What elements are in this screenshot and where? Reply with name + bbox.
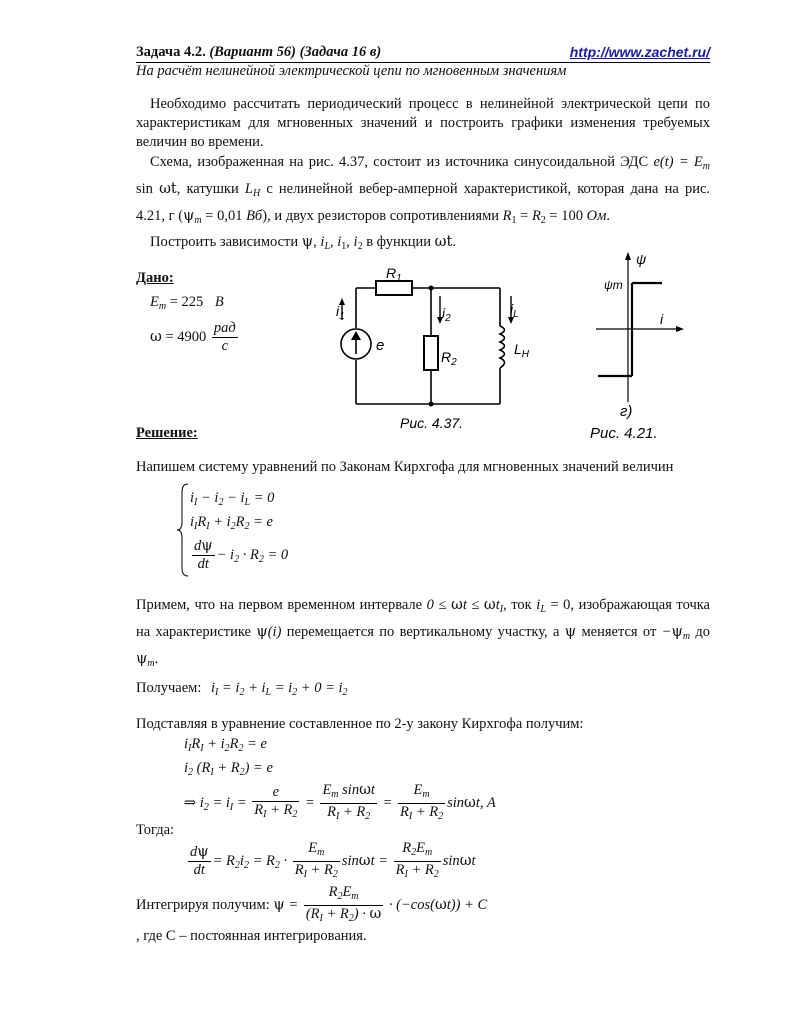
intro-text-3b: в функции [366, 234, 432, 250]
subst-intro: Подставляя в уравнение составленное по 2-у закону Кирхгофа получим: [136, 716, 584, 732]
i2-label: $i_2$ [442, 305, 451, 324]
assume-d: перемещается по вертикальному участку, а [286, 624, 560, 640]
il-label: $i_L$ [510, 301, 519, 320]
fig421-caption: Рис. 4.21. [590, 425, 658, 442]
omega-unit-den: с [221, 338, 229, 354]
resistor-r1 [376, 281, 412, 295]
fig421-sub: г) [620, 403, 633, 420]
i-axis-label: i [660, 311, 664, 327]
subtask: (Задача 16 в) [299, 44, 382, 60]
inductor-icon [500, 326, 505, 368]
intro-text-2d: ), и двух резисторов сопротивлениями [262, 208, 500, 224]
em-symbol: E [150, 294, 159, 310]
assumption-paragraph: Примем, что на первом временном интервале $0 \le \omega t \le \omega t_I$, ток $i_L = 0$, изображающая точка на характеристике ψ(i) перемещается по вертикальному участку, а ψ меняется от $-\psi_m$ до $\psi_m$. [136, 597, 711, 669]
variant: (Вариант 56) [209, 44, 296, 60]
e-label: e [376, 337, 385, 354]
r2-label: $R_2$ [441, 349, 457, 368]
eq-kcl: $i_I - i_2 - i_L = 0$ [190, 490, 275, 508]
intro-text-2b: , катушки [176, 181, 239, 197]
task-title [136, 44, 381, 61]
const-note: , где С – постоянная интегрирования. [136, 928, 367, 944]
circuit-diagram [330, 258, 550, 436]
intro-text-1: Необходимо рассчитать периодический процесс в нелинейной электрической цепи по характеристикам для мгновенных значений и построить графики изменения требуемых величин во времени. [136, 96, 710, 150]
given-label: Дано: [136, 270, 174, 286]
intro-text-2a: Схема, изображенная на рис. 4.37, состоит из источника синусоидальной ЭДС [150, 154, 649, 170]
integr-label: Интегрируя получим: [136, 897, 270, 913]
eq-subst-2: $i_2$ $(R_I + R_2) = e$ [184, 760, 273, 778]
weber-ampere-chart [582, 250, 692, 445]
intro-text-2c: с нелинейной вебер-амперной характеристикой, которая дана на рис. 4.21, г ( [136, 181, 711, 224]
resistor-r2 [424, 336, 438, 370]
r1-label: $R_1$ [386, 265, 402, 284]
omega-value: = 4900 [165, 328, 207, 345]
system-brace [176, 482, 190, 578]
assume-e: меняется от [581, 624, 657, 640]
page-header [136, 44, 710, 63]
em-value: = 225 [169, 294, 204, 310]
psim-label: ψm [604, 278, 623, 292]
task-number: Задача 4.2. [136, 44, 206, 60]
eq-current: ⇒ $i_2 = i_I$ = $\frac{e}{R_I + R_2}$ = $\frac{E_m \sin\omega t}{R_I + R_2}$ = $\frac{E_m}{R_I + R_2}$ sinωt, A [184, 782, 496, 822]
intro-text-3a: Построить зависимости [150, 234, 299, 250]
intro-paragraph-1 [136, 95, 710, 152]
assume-c: , изображающая точка на характеристике [136, 597, 710, 640]
r-value: = 100 [549, 208, 583, 224]
eq-subst-1: $i_IR_I + i_2R_2 = e$ [184, 736, 267, 754]
psi-unit: Вб [246, 208, 263, 224]
assume-a: Примем, что на первом временном интервале [136, 597, 423, 613]
eq-kvl-1: $i_IR_I + i_2R_2 = e$ [190, 514, 273, 532]
subtitle: На расчёт нелинейной электрической цепи по мгновенным значениям [136, 63, 567, 79]
psi-axis-label: ψ [636, 251, 647, 267]
get-label: Получаем: [136, 680, 202, 696]
intro-paragraph-2: Схема, изображенная на рис. 4.37, состоит из источника синусоидальной ЭДС $e(t) = E_m$ sin ωt, катушки $L_H$ с нелинейной вебер-амперной характеристикой, которая дана на рис. 4.21, г ($\psi_m = 0,01$ Вб), и двух резисторов сопротивлениями $R_1 = R_2 = 100$ Ом. [136, 154, 711, 226]
fig437-caption: Рис. 4.37. [400, 415, 464, 431]
solution-label: Решение: [136, 425, 198, 441]
omega-unit-num: рад [213, 320, 236, 336]
integral-line: Интегрируя получим: ψ = $\frac{R_2E_m}{(R_I + R_2) \cdot \omega}$ · (−cos(ωt)) + C [136, 884, 488, 924]
then-label: Тогда: [136, 822, 175, 838]
assume-f: до [695, 624, 711, 640]
i1-label: $i_1$ [336, 303, 345, 322]
kirchhoff-intro: Напишем систему уравнений по Законам Кирхгофа для мгновенных значений величин [136, 459, 674, 475]
intro-paragraph-3: Построить зависимости ψ, $i_L$, $i_1$, $i_2$ в функции ωt. [150, 234, 456, 252]
unit-a: A [486, 794, 496, 811]
given-omega: ω = 4900 $\frac{\text{рад}}{с}$ [150, 320, 236, 354]
result-line: Получаем: $i_I = i_2 + i_L = i_2 + 0 = i_2$ [136, 680, 348, 698]
site-link[interactable]: http://www.zachet.ru/ [569, 44, 710, 60]
given-em: $E_m = 225$ В [150, 294, 224, 312]
em-unit: В [214, 294, 224, 310]
r-unit: Ом [586, 208, 607, 224]
eq-kvl-2: $\frac{d\psi}{dt}$ − $i_2 \cdot R_2 = 0$ [194, 538, 289, 572]
assume-b: , ток [503, 597, 532, 613]
omega-unit [212, 320, 238, 355]
lh-label: $L_H$ [514, 341, 530, 360]
emf-formula: e [653, 154, 660, 170]
current-arrows [339, 296, 514, 324]
eq-dpsi: $\frac{d\psi}{dt}$ = $R_2i_2 = R_2$ · $\frac{E_m}{R_I + R_2}$ sinωt = $\frac{R_2E_m}{R_I + R_2}$ sinωt [190, 840, 476, 880]
psi-m-value: = 0,01 [205, 208, 243, 224]
